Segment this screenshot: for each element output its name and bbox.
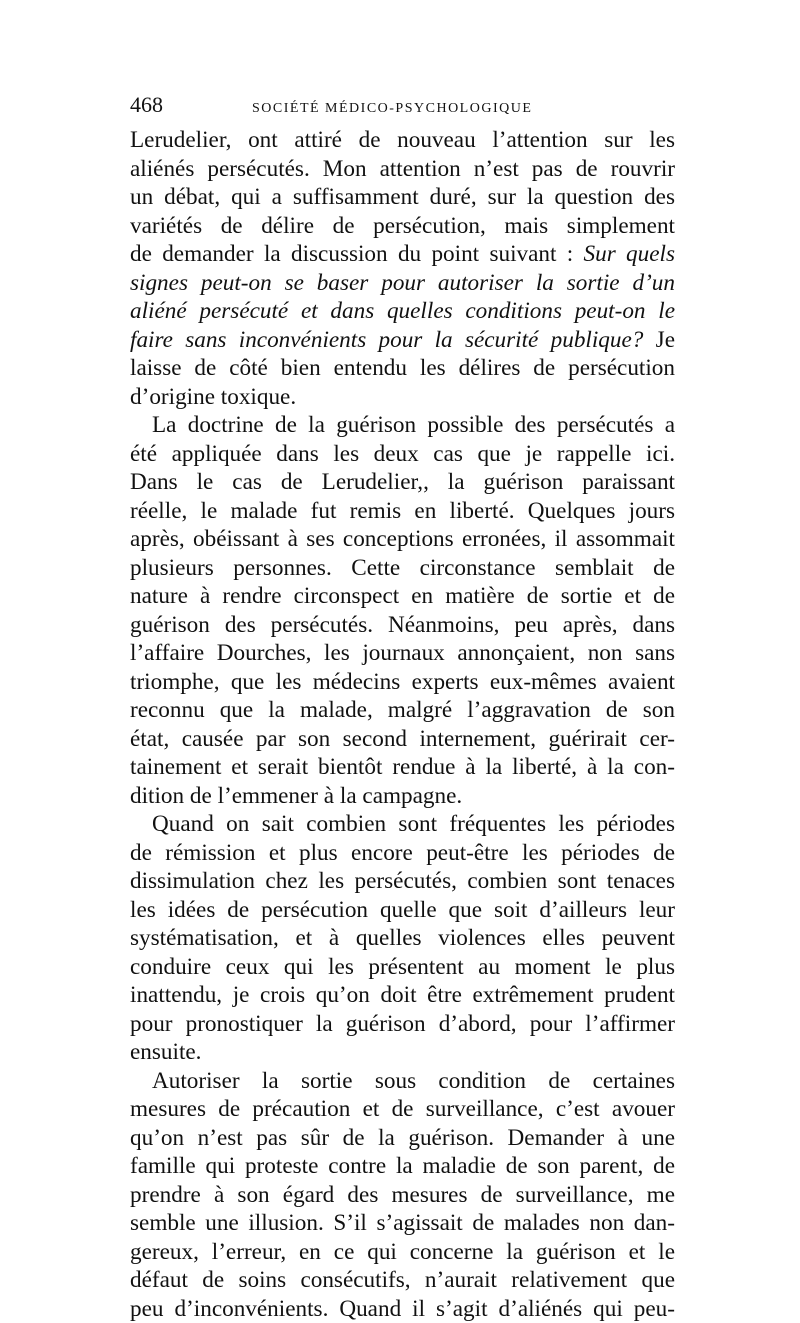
line-text: systématisation, et à quelles violences elles peuvent	[130, 925, 675, 951]
text-line	[130, 1038, 675, 1067]
italic-text: signes peut-on se baser pour autoriser la sortie d’un	[130, 270, 675, 296]
text-line	[130, 126, 675, 155]
line-text: de rémission et plus encore peut-être les périodes de	[130, 840, 675, 866]
text-line	[130, 212, 675, 241]
text-line	[130, 1010, 675, 1039]
line-text: Dans le cas de Lerudelier,, la guérison paraissant	[130, 469, 675, 495]
text-line	[130, 525, 675, 554]
line-text: prendre à son égard des mesures de surveillance, me	[130, 1182, 675, 1208]
text-line	[130, 782, 675, 811]
page-header	[130, 92, 675, 122]
text-line	[130, 440, 675, 469]
line-text: dissimulation chez les persécutés, combien sont tenaces	[130, 868, 675, 894]
line-text: semble une illusion. S’il s’agissait de malades non dan-	[130, 1210, 675, 1236]
text-line	[130, 1095, 675, 1124]
text-line	[130, 468, 675, 497]
body-text	[130, 126, 675, 1323]
text-line	[130, 1295, 675, 1323]
line-text: d’origine toxique.	[130, 384, 296, 410]
text-line	[130, 810, 675, 839]
text-line	[130, 924, 675, 953]
italic-text: Sur quels	[584, 241, 675, 267]
line-text: un débat, qui a suffisamment duré, sur la question des	[130, 184, 675, 210]
text-line	[130, 1181, 675, 1210]
line-text: les idées de persécution quelle que soit d’ailleurs leur	[130, 897, 675, 923]
text-line	[130, 725, 675, 754]
text-line	[130, 297, 675, 326]
line-text: inattendu, je crois qu’on doit être extrêmement prudent	[130, 982, 675, 1008]
line-text: de demander la discussion du point suivant :	[130, 241, 584, 267]
italic-text: faire sans inconvénients pour la sécurité publique?	[130, 327, 643, 353]
text-line	[130, 155, 675, 184]
line-text: défaut de soins consécutifs, n’aurait relativement que	[130, 1267, 675, 1293]
line-text: plusieurs personnes. Cette circonstance semblait de	[130, 555, 675, 581]
page-number: 468	[130, 92, 190, 118]
line-text: qu’on n’est pas sûr de la guérison. Demander à une	[130, 1125, 675, 1151]
line-text: nature à rendre circonspect en matière de sortie et de	[130, 583, 675, 609]
line-text: réelle, le malade fut remis en liberté. Quelques jours	[130, 498, 675, 524]
line-text: Je	[643, 327, 675, 353]
line-text: reconnu que la malade, malgré l’aggravation de son	[130, 697, 675, 723]
text-line	[130, 896, 675, 925]
line-text: guérison des persécutés. Néanmoins, peu après, dans	[130, 612, 675, 638]
line-text: après, obéissant à ses conceptions erronées, il assommait	[130, 526, 675, 552]
text-line	[130, 668, 675, 697]
text-line	[130, 240, 675, 269]
text-line	[130, 753, 675, 782]
line-text: triomphe, que les médecins experts eux-mêmes avaient	[130, 669, 675, 695]
line-text: l’affaire Dourches, les journaux annonçaient, non sans	[130, 640, 675, 666]
line-text: variétés de délire de persécution, mais simplement	[130, 213, 675, 239]
line-text: La doctrine de la guérison possible des persécutés a	[152, 412, 675, 438]
line-text: Quand on sait combien sont fréquentes les périodes	[152, 811, 675, 837]
text-line	[130, 953, 675, 982]
line-text: dition de l’emmener à la campagne.	[130, 783, 462, 809]
text-line	[130, 554, 675, 583]
line-text: conduire ceux qui les présentent au moment le plus	[130, 954, 675, 980]
text-line	[130, 1266, 675, 1295]
text-line	[130, 582, 675, 611]
text-line	[130, 1152, 675, 1181]
text-line	[130, 867, 675, 896]
line-text: peu d’inconvénients. Quand il s’agit d’aliénés qui peu-	[130, 1296, 675, 1322]
line-text: aliénés persécutés. Mon attention n’est pas de rouvrir	[130, 156, 675, 182]
line-text: ensuite.	[130, 1039, 201, 1065]
line-text: état, causée par son second internement, guérirait cer-	[130, 726, 675, 752]
text-line	[130, 269, 675, 298]
text-line	[130, 839, 675, 868]
line-text: famille qui proteste contre la maladie de son parent, de	[130, 1153, 675, 1179]
text-line	[130, 354, 675, 383]
text-line	[130, 1209, 675, 1238]
line-text: mesures de précaution et de surveillance, c’est avouer	[130, 1096, 675, 1122]
line-text: Autoriser la sortie sous condition de certaines	[152, 1068, 675, 1094]
text-line	[130, 696, 675, 725]
text-line	[130, 981, 675, 1010]
text-line	[130, 383, 675, 412]
text-line	[130, 1124, 675, 1153]
line-text: été appliquée dans les deux cas que je rappelle ici.	[130, 441, 675, 467]
line-text: Lerudelier, ont attiré de nouveau l’attention sur les	[130, 127, 675, 153]
book-page	[130, 92, 675, 1323]
text-line	[130, 611, 675, 640]
text-line	[130, 326, 675, 355]
line-text: gereux, l’erreur, en ce qui concerne la guérison et le	[130, 1239, 675, 1265]
line-text: tainement et serait bientôt rendue à la liberté, à la con-	[130, 754, 675, 780]
text-line	[130, 1067, 675, 1096]
text-line	[130, 183, 675, 212]
line-text: laisse de côté bien entendu les délires de persécution	[130, 355, 675, 381]
text-line	[130, 497, 675, 526]
text-line	[130, 411, 675, 440]
text-line	[130, 1238, 675, 1267]
italic-text: aliéné persécuté et dans quelles conditions peut-on le	[130, 298, 675, 324]
line-text: pour pronostiquer la guérison d’abord, pour l’affirmer	[130, 1011, 675, 1037]
running-head: SOCIÉTÉ MÉDICO-PSYCHOLOGIQUE	[252, 101, 532, 117]
text-line	[130, 639, 675, 668]
